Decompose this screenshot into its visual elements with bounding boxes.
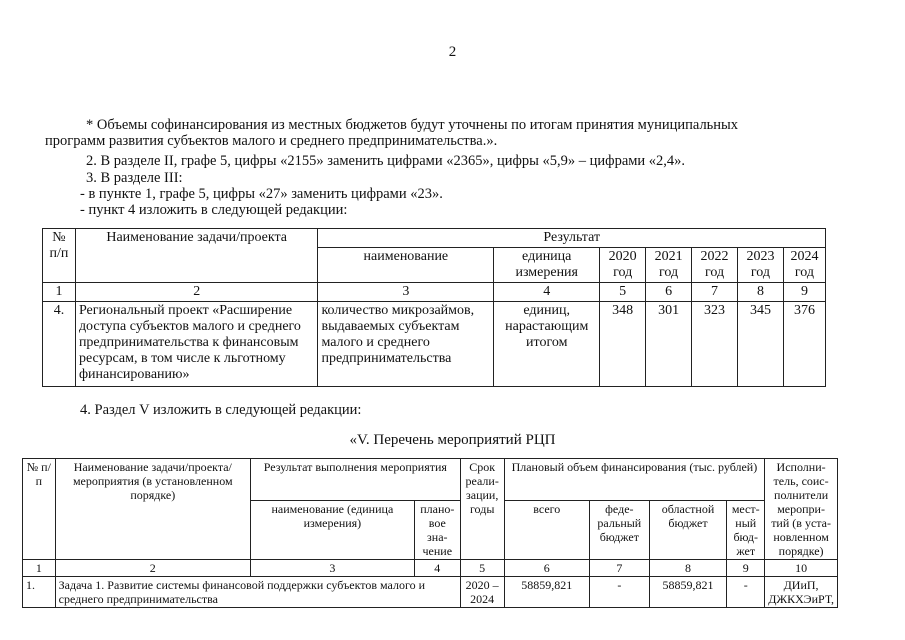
t1-header-task: Наименование задачи/проекта: [75, 229, 318, 283]
t1-colnum: 2: [75, 283, 318, 302]
t1-header-year: 2021 год: [646, 248, 692, 283]
t2-header-num: № п/п: [23, 459, 56, 560]
t2-header-total: всего: [504, 501, 589, 560]
t2-header-executor: Исполни-тель, соис-полнители меропри-тий (в уста-новленном порядке): [765, 459, 838, 560]
t2-header-result-name: наименование (единица измерения): [250, 501, 414, 560]
t2-colnum: 8: [649, 560, 727, 577]
t1-header-name: наименование: [318, 248, 494, 283]
t1-header-num: № п/п: [43, 229, 76, 283]
t1-row-value: 301: [646, 302, 692, 387]
item-3: 3. В разделе III:: [86, 170, 183, 186]
t2-colnum: 10: [765, 560, 838, 577]
t1-row-value: 348: [600, 302, 646, 387]
t2-colnum: 1: [23, 560, 56, 577]
t2-header-term: Срок реали-зации, годы: [460, 459, 504, 560]
t1-header-unit: единица измерения: [494, 248, 600, 283]
t2-row-federal: -: [589, 577, 649, 608]
t1-header-year: 2023 год: [738, 248, 784, 283]
t1-colnum: 6: [646, 283, 692, 302]
measures-table: [22, 458, 838, 608]
t1-colnum: 7: [692, 283, 738, 302]
t2-row-task: Задача 1. Развитие системы финансовой поддержки субъектов малого и среднего предпринимательства: [55, 577, 460, 608]
t2-header-result: Результат выполнения мероприятия: [250, 459, 460, 501]
t2-row-executor: ДИиП, ДЖКХЭиРТ,: [765, 577, 838, 608]
t1-row-num: 4.: [43, 302, 76, 387]
t1-colnum: 1: [43, 283, 76, 302]
t2-header-task: Наименование задачи/проекта/мероприятия (в установленном порядке): [55, 459, 250, 560]
t1-row-value: 323: [692, 302, 738, 387]
t1-header-year: 2022 год: [692, 248, 738, 283]
t1-row-value: 376: [783, 302, 825, 387]
t2-colnum: 7: [589, 560, 649, 577]
t2-header-financing: Плановый объем финансирования (тыс. рублей): [504, 459, 765, 501]
t2-colnum: 2: [55, 560, 250, 577]
t1-header-result: Результат: [318, 229, 826, 248]
page-number: 2: [448, 44, 457, 60]
t1-row-task: Региональный проект «Расширение доступа субъектов малого и среднего предпринимательства к финансовым ресурсам, в том числе к льготному финансированию»: [75, 302, 318, 387]
item-3b: - пункт 4 изложить в следующей редакции:: [80, 202, 348, 218]
t1-header-year: 2024 год: [783, 248, 825, 283]
t2-header-regional: областной бюджет: [649, 501, 727, 560]
t1-header-year: 2020 год: [600, 248, 646, 283]
item-3a: - в пункте 1, графе 5, цифры «27» заменить цифрами «23».: [80, 186, 443, 202]
t2-header-local: мест-ный бюд-жет: [727, 501, 765, 560]
t2-row-term: 2020 – 2024: [460, 577, 504, 608]
t2-row-local: -: [727, 577, 765, 608]
t2-colnum: 4: [414, 560, 460, 577]
t1-colnum: 9: [783, 283, 825, 302]
t2-colnum: 3: [250, 560, 414, 577]
result-table: [42, 228, 826, 387]
t2-row-num: 1.: [23, 577, 56, 608]
t1-colnum: 5: [600, 283, 646, 302]
t1-row-unit: единиц, нарастающим итогом: [494, 302, 600, 387]
t2-header-result-plan: плано-вое зна-чение: [414, 501, 460, 560]
t2-colnum: 6: [504, 560, 589, 577]
t2-colnum: 9: [727, 560, 765, 577]
t2-colnum: 5: [460, 560, 504, 577]
t1-row-value: 345: [738, 302, 784, 387]
t2-row-regional: 58859,821: [649, 577, 727, 608]
t2-header-federal: феде-ральный бюджет: [589, 501, 649, 560]
item-4: 4. Раздел V изложить в следующей редакции:: [80, 402, 362, 418]
t1-colnum: 3: [318, 283, 494, 302]
t2-row-total: 58859,821: [504, 577, 589, 608]
t1-colnum: 8: [738, 283, 784, 302]
section-title: «V. Перечень мероприятий РЦП: [349, 432, 556, 448]
item-2: 2. В разделе II, графе 5, цифры «2155» заменить цифрами «2365», цифры «5,9» – цифрами «2,4».: [86, 153, 686, 169]
t1-colnum: 4: [494, 283, 600, 302]
note-line-2: программ развития субъектов малого и среднего предпринимательства.».: [45, 133, 498, 149]
note-line-1: * Объемы софинансирования из местных бюджетов будут уточнены по итогам принятия муниципальных: [86, 117, 739, 133]
t1-row-name: количество микрозаймов, выдаваемых субъектам малого и среднего предпринимательства: [318, 302, 494, 387]
